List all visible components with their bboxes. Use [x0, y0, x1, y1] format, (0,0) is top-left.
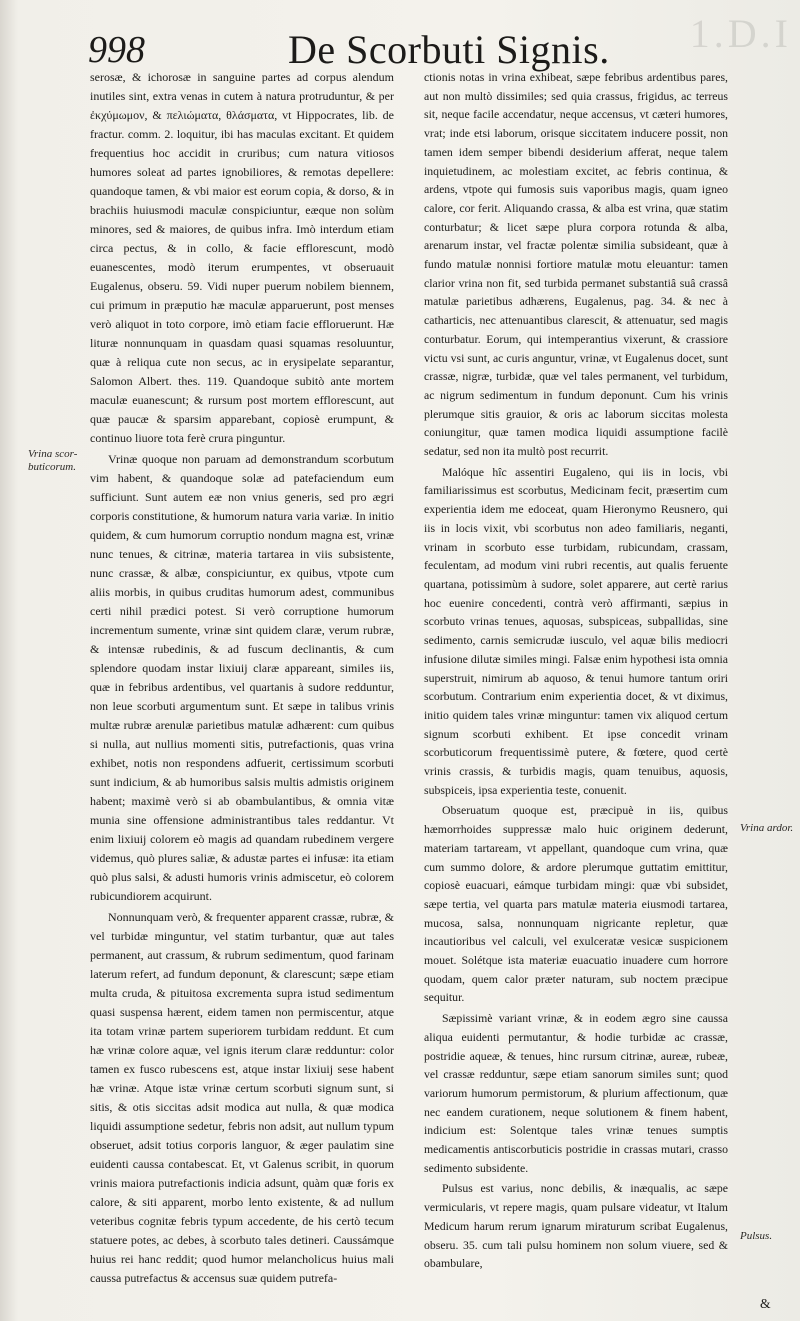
page-header: [88, 26, 760, 74]
paragraph: Nonnunquam verò, & frequenter apparent crassæ, rubræ, & vel turbidæ minguntur, vel statim turbantur, quæ aut tales permanent, aut crassum, & rubrum sedimentum, quod farinam laterum refert, ad fundum deponunt, & clarescunt; sæpe etiam multa cruda, & pituitosa excrementa supra istud sedimentum quasi suspensa hærent, eidem tamen non permiscentur, atque ita totam vrinæ partem superiorem turbidam reddunt. Et cum hæ vrinæ colore aquæ, vel ignis iterum claræ redduntur: color tamen ex fusco rubescens est, atque instar lixiuij sese habent hæ vrinæ. Atque istæ vrinæ certum scorbuti signum sunt, si sitis, & otis siccitas adsit modica aut nulla, & quæ modica liquidi assumptione sedetur, febris non adsit, aut nullum typum obseruet, adsit totius corporis languor, & æger paulatim sine euidenti caussa contabescat. Et, vt Galenus scribit, in quorum vrinis maiora putrefactionis indicia adsunt, quàm quæ foris ex calore, & siti apparent, morbo lento existente, & ad nullum veteribus cognitæ febris typum accedente, de his certò tecum statuere potes, ac debes, à scorbuto tales detineri. Caussámque huius rei hanc reddit; quod humor melancholicus huius mali caussa putrefactus & accensus suæ quidem putrefa-: [90, 910, 394, 1285]
margin-note-pulsus: Pulsus.: [740, 1230, 773, 1242]
right-text-column: [424, 68, 728, 1275]
paragraph: Malóque hîc assentiri Eugaleno, qui iis in locis, vbi familiarissimus est scorbutus, Medicinam fecit, præsertim cum experientia idem me edoceat, quam Hieronymo Reusnero, qui iis in locis vixit, vbi scorbutus non adeo familiaris, neganti, vrinam in scorbuto esse turbidam, rubicundam, crassam, feculentam, ad modum vini rubri recentis, aut qualis feruente quartana, potissimùm à sudore, solet apparere, aut certè rarius hoc euenire concedenti, contrà verò affirmanti, sæpius in scorbuto vrinas tenues, aquosas, subspiceas, subpallidas, sine sedimento, carnis semicrudæ iusculo, vel aquæ bilis mediocri infusione dilutæ similes mingi. Falsæ enim hypothesi ista omnia superstruit, nimirum ab aquoso, & tenui humore tantum oriri scorbutum. Contrarium enim experientia docet, & vt diximus, initio quidem tales vrinæ minguntur: tamen vix aliquod certum signum scorbuti exhibent. Et ipse concedit vrinam scorbuticorum frequentissimè putere, & fœtere, quod certè vrinis crassis, & turbidis magis, quam tenuibus, aquosis, subspiceis, ipsa experientia teste, conuenit.: [424, 464, 728, 797]
margin-note-vrina-ardor: Vrina ardor.: [740, 822, 794, 834]
paragraph: ctionis notas in vrina exhibeat, sæpe febribus ardentibus pares, aut non multò dissimiles; sed quia crassus, frigidus, ac terreus sit, neque facile accendatur, neque accensus, vt cæteri humores, vrat; inde etsi laborum, orisque siccitatem inducere possit, non tamen idem semper bibendi desiderium afferat, neque talem inquietudinem, ac molestiam excitet, ac febris continua, & ardens, vtpote qui fumosis suis vaporibus magis, quam igneo calore, cor ferit. Aliquando crassa, & alba est vrina, quæ statim conturbatur; & licet sæpe plura corpora rotunda & alba, arenarum instar, vel fractæ polentæ similia subsideant, quæ à fundo matulæ nonnisi fortiore matulæ motu eleuantur: tamen clarior vrina non fit, sed turbida permanet substantiâ suâ crassâ matulæ parietibus adhærens, Eugalenus, pag. 34. & nec à catharticis, nec attenuantibus clarescit, & attenuatur, sed magis conturbatur. Eorum, qui intemperantius vixerunt, & crassiore victu vsi sunt, ac curis anguntur, vrinæ, vt Eugalenus docet, sunt crassæ, nigræ, turbidæ, quæ vel tales permanent, vel turbidum, ac nigrum sedimentum in fundum deponunt. Cum his vrinis plerumque sitis grauior, & oris ac laborum siccitas molesta coniungitur, quæ tamen modica liquidi assumptione facilè sedatur, sed non ita multò post recurrit.: [424, 70, 728, 459]
paragraph: serosæ, & ichorosæ in sanguine partes ad corpus alendum inutiles sint, extra venas in cutem à natura protruduntur, & per ἐκχύμωμον, & πελιώματα, θλάσματα, vt Hippocrates, lib. de fractur. comm. 2. loquitur, ibi has maculas excitant. Et quidem frequentius hoc accidit in cruribus; cum natura vitiosos humores soleat ad partes ignobiliores, & remotas depellere: quandoque tamen, & vbi maior est eorum copia, & dorso, & in brachiis huiusmodi maculæ conspiciuntur, eæque non solùm minores, sed & maiores, de quibus infra. Imò interdum etiam circa pectus, & in collo, & facie efflorescunt, modò euanescentes, modò iterum erumpentes, vt obseruauit Eugalenus, obseru. 59. Vidi nuper puerum nobilem biennem, cui primum in præputio hæ maculæ apparuerunt, post menses verò aliquot in toto corpore, imò etiam facie effloruerunt. Hæ lituræ nonnunquam in quasdam quasi squamas resoluuntur, quæ à reliqua cute non secus, ac in erysipelate separantur, Salomon Albert. thes. 119. Quandoque subitò ante mortem maculæ euanescunt; & rursum post mortem efflorescunt, aut quæ paucæ & sparsim apparebant, copiosè erumpunt, & continuo liuore tota ferè crura pinguntur.: [90, 70, 394, 445]
left-text-column: [90, 68, 394, 1290]
paragraph: Vrinæ quoque non paruam ad demonstrandum scorbutum vim habent, & quandoque solæ ad patefaciendum eum sufficiunt. Sunt autem eæ non vnius generis, sed pro ægri corporis constitutione, & humorum natura varia variæ. In initio quidem, & cum humorum corruptio nondum magna est, vrinæ nunc tenues, & citrinæ, materia tartarea in viis subsistente, nunc crassæ, & albæ, conspiciuntur, ex quibus, vtpote cum aliis morbis, in quibus cruditas humorum adest, communibus certi nihil prædici potest. Si verò corruptione humorum incrementum sumente, vrinæ sint quidem claræ, verum rubræ, & intensæ rubedinis, & ad fuscum declinantis, & cum splendore quodam instar lixiuij claræ appareant, similes iis, quæ in febribus ardentibus, vel quartanis à sudore redduntur, non leue scorbuti argumentum sunt. Et sæpe in talibus vrinis multæ rubræ arenulæ parietibus matulæ adhærent: cum quibus si nulla, aut nullius momenti sitis, putrefactionis, quas vrina exhibet, notis non respondens adfuerit, certissimum scorbuti sunt indicium, & ab humoribus salsis multis admistis originem habent; maximè verò si ab obambulantibus, & omnia vitæ munia sine offensione administrantibus tales reddantur. Vt enim lixiuij colorem eò magis ad quandam rubedinem vergere videmus, quò plures saliæ, & adustæ partes ei infusæ: ita etiam quò plus salsi, & adusti humoris vrinis admiscetur, eò colorem rubicundiorem acquirunt.: [90, 452, 394, 903]
catchword: &: [760, 1296, 771, 1311]
paragraph: Pulsus est varius, nonc debilis, & inæqualis, ac sæpe vermicularis, vt repere magis, quam pulsare videatur, vt Italum Medicum harum rerum ignarum miraturum scribat Eugalenus, obseru. 35. cum tali pulsu hominem non solum viuere, sed & obambulare,: [424, 1181, 728, 1271]
margin-note-vrina-scorbuticorum: Vrina scor- buticorum.: [28, 448, 78, 473]
page-number: 998: [88, 29, 145, 71]
paragraph: Sæpissimè variant vrinæ, & in eodem ægro sine caussa aliqua euidenti permutantur, & hodie turbidæ ac crassæ, postridie aqueæ, & tenues, hinc rursum citrinæ, aureæ, rubeæ, vel crassæ redduntur, sæpe etiam sanorum similes sunt; quod variorum humorum permistorum, & plurium affectionum, quæ nec eandem curationem, neque solutionem & finem habent, indicium est: Solentque tales vrinæ tenues sumptis medicamentis antiscorbuticis postridie in crassas mutari, crasso sedimento subsidente.: [424, 1011, 728, 1175]
bleed-through-text: 1.D.I: [689, 11, 792, 56]
running-head: De Scorbuti Signis.: [288, 27, 610, 72]
paragraph: Obseruatum quoque est, præcipuè in iis, quibus hæmorrhoides suppressæ malo huic originem dederunt, materiam tartaream, vt appellant, quandoque cum vrina, quæ cum summo dolore, & ardore plerumque guttatim emittitur, copiosè euacuari, eámque turbidam mingi: quæ vbi subsidet, sæpe tertia, vel quarta pars matulæ materia eiusmodi tartarea, mucosa, salsa, nonnunquam nigricante repletur, quæ incautioribus vel calculi, vel exulceratæ vesicæ suspicionem mouet. Solétque ista materiæ euacuatio inuadere cum horrore quodam, quem calor præter naturam, sub noctem præcipue sequitur.: [424, 803, 728, 1005]
